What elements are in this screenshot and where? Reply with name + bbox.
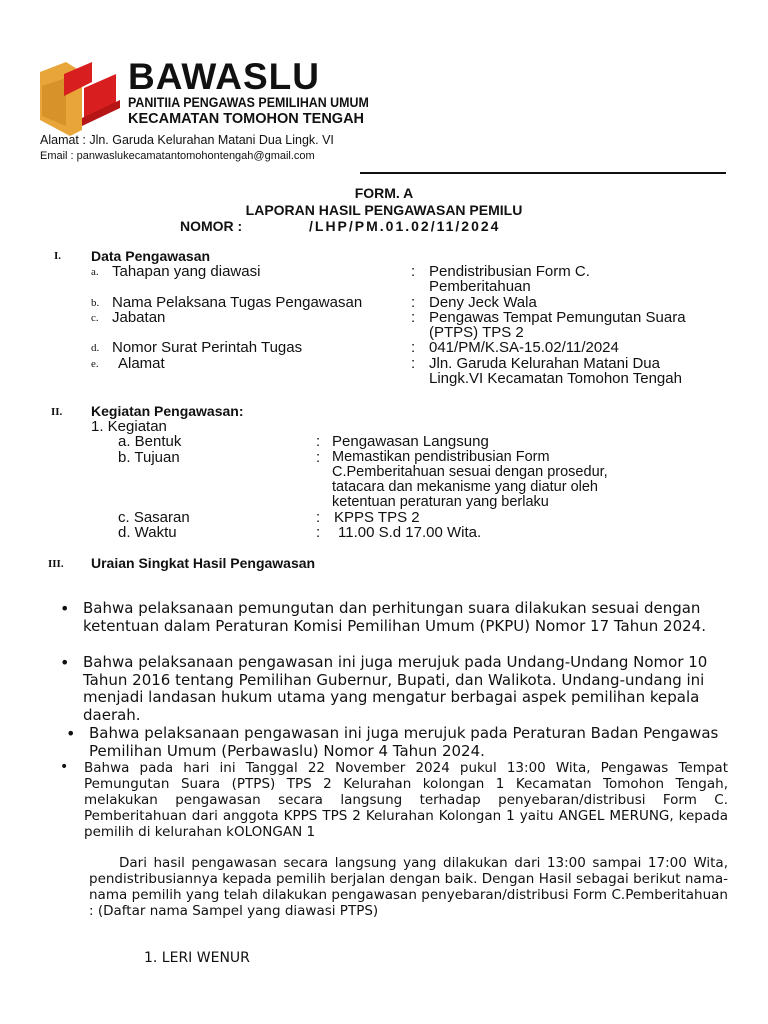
- kegiatan-colon: :: [316, 433, 321, 450]
- bullet-icon: •: [60, 653, 70, 672]
- row-value: Pendistribusian Form C.: [429, 263, 590, 280]
- row-letter: b.: [91, 297, 100, 309]
- kegiatan-label: d. Waktu: [118, 524, 177, 541]
- kegiatan-heading: 1. Kegiatan: [91, 418, 167, 435]
- row-value-cont: (PTPS) TPS 2: [429, 324, 524, 341]
- nomor-value: /LHP/PM.01.02/11/2024: [309, 218, 501, 234]
- row-value-cont: Pemberitahuan: [429, 278, 531, 295]
- row-value: Jln. Garuda Kelurahan Matani Dua: [429, 355, 660, 372]
- bullet-text: Bahwa pelaksanaan pengawasan ini juga merujuk pada Undang-Undang Nomor 10 Tahun 2016 tentang Pemilihan Gubernur, Bupati, dan Walikota. Undang-undang ini menjadi landasan hukum utama yang mengatur berbagai aspek pemilihan kepala daerah.: [83, 653, 708, 724]
- row-colon: :: [411, 355, 416, 372]
- bullet-text: Bahwa pada hari ini Tanggal 22 November 2024 pukul 13:00 Wita, Pengawas Tempat Pemungutan Suara (PTPS) TPS 2 Kelurahan kolongan 1 Kecamatan Tomohon Tengah, melakukan pengawasan secara langsung terhadap penyebaran/distribusi Form C. Pemberitahuan dari anggota KPPS TPS 2 Kelurahan Kolongan 1 yaitu ANGEL MERUNG, kepada pemilih di kelurahan kOLONGAN 1: [84, 760, 728, 840]
- nomor-label: NOMOR :: [180, 218, 243, 234]
- kegiatan-value: Pengawasan Langsung: [332, 433, 489, 450]
- org-district: KECAMATAN TOMOHON TENGAH: [128, 111, 365, 127]
- section-1-number: I.: [54, 250, 62, 262]
- section-2-title: Kegiatan Pengawasan:: [91, 403, 244, 419]
- sample-list-item: 1. LERI WENUR: [144, 950, 250, 966]
- org-subtitle: PANITIIA PENGAWAS PEMILIHAN UMUM: [128, 95, 369, 110]
- row-label: Nama Pelaksana Tugas Pengawasan: [112, 294, 363, 311]
- kegiatan-colon: :: [316, 449, 321, 466]
- kegiatan-value-cont: C.Pemberitahuan sesuai dengan prosedur,: [332, 464, 608, 480]
- header-divider: [360, 172, 726, 174]
- bawaslu-logo-icon: [36, 56, 122, 136]
- kegiatan-value-cont: ketentuan peraturan yang berlaku: [332, 494, 549, 510]
- row-letter: c.: [91, 312, 99, 324]
- kegiatan-colon: :: [316, 509, 321, 526]
- kegiatan-label: b. Tujuan: [118, 449, 180, 466]
- kegiatan-colon: :: [316, 524, 321, 541]
- row-colon: :: [411, 339, 416, 356]
- row-colon: :: [411, 309, 416, 326]
- row-label: Alamat: [118, 355, 165, 372]
- result-paragraph: Dari hasil pengawasan secara langsung yang dilakukan dari 13:00 sampai 17:00 Wita, pendistribusiannya kepada pemilih berjalan dengan baik. Dengan Hasil sebagai berikut nama-nama pemilih yang telah dilakukan pengawasan penyebaran/distribusi Form C.Pemberitahuan : (Daftar nama Sampel yang diawasi PTPS): [89, 855, 728, 919]
- bullet-text: Bahwa pelaksanaan pengawasan ini juga merujuk pada Peraturan Badan Pengawas Pemilihan Umum (Perbawaslu) Nomor 4 Tahun 2024.: [89, 724, 719, 760]
- row-value-cont: Lingk.VI Kecamatan Tomohon Tengah: [429, 370, 682, 387]
- row-value: Pengawas Tempat Pemungutan Suara: [429, 309, 686, 326]
- row-value: 041/PM/K.SA-15.02/11/2024: [429, 339, 619, 356]
- kegiatan-label: a. Bentuk: [118, 433, 182, 450]
- row-colon: :: [411, 263, 416, 280]
- bullet-icon: •: [60, 599, 70, 618]
- form-title: LAPORAN HASIL PENGAWASAN PEMILU: [245, 202, 523, 218]
- bullet-text: Bahwa pelaksanaan pemungutan dan perhitungan suara dilakukan sesuai dengan ketentuan dalam Peraturan Komisi Pemilihan Umum (PKPU) Nomor 17 Tahun 2024.: [83, 599, 706, 635]
- row-value: Deny Jeck Wala: [429, 294, 537, 311]
- section-1-title: Data Pengawasan: [91, 248, 211, 264]
- row-letter: d.: [91, 342, 100, 354]
- row-colon: :: [411, 294, 416, 311]
- org-email: Email : panwaslukecamatantomohontengah@gmail.com: [40, 150, 315, 162]
- org-address: Alamat : Jln. Garuda Kelurahan Matani Dua Lingk. VI: [40, 133, 334, 147]
- row-label: Jabatan: [112, 309, 166, 326]
- kegiatan-value: 11.00 S.d 17.00 Wita.: [338, 524, 482, 541]
- section-3-number: III.: [48, 558, 64, 570]
- section-3-title: Uraian Singkat Hasil Pengawasan: [91, 555, 316, 571]
- kegiatan-value: Memastikan pendistribusian Form: [332, 449, 550, 465]
- row-label: Nomor Surat Perintah Tugas: [112, 339, 303, 356]
- section-2-number: II.: [51, 406, 63, 418]
- row-label: Tahapan yang diawasi: [112, 263, 261, 280]
- kegiatan-value: KPPS TPS 2: [334, 509, 420, 526]
- kegiatan-label: c. Sasaran: [118, 509, 190, 526]
- bullet-icon: •: [66, 724, 76, 743]
- form-name: FORM. A: [354, 185, 414, 201]
- kegiatan-value-cont: tatacara dan mekanisme yang diatur oleh: [332, 479, 598, 495]
- row-letter: a.: [91, 266, 99, 278]
- bullet-icon: •: [60, 759, 69, 775]
- brand-name: BAWASLU: [128, 56, 320, 97]
- row-letter: e.: [91, 358, 99, 370]
